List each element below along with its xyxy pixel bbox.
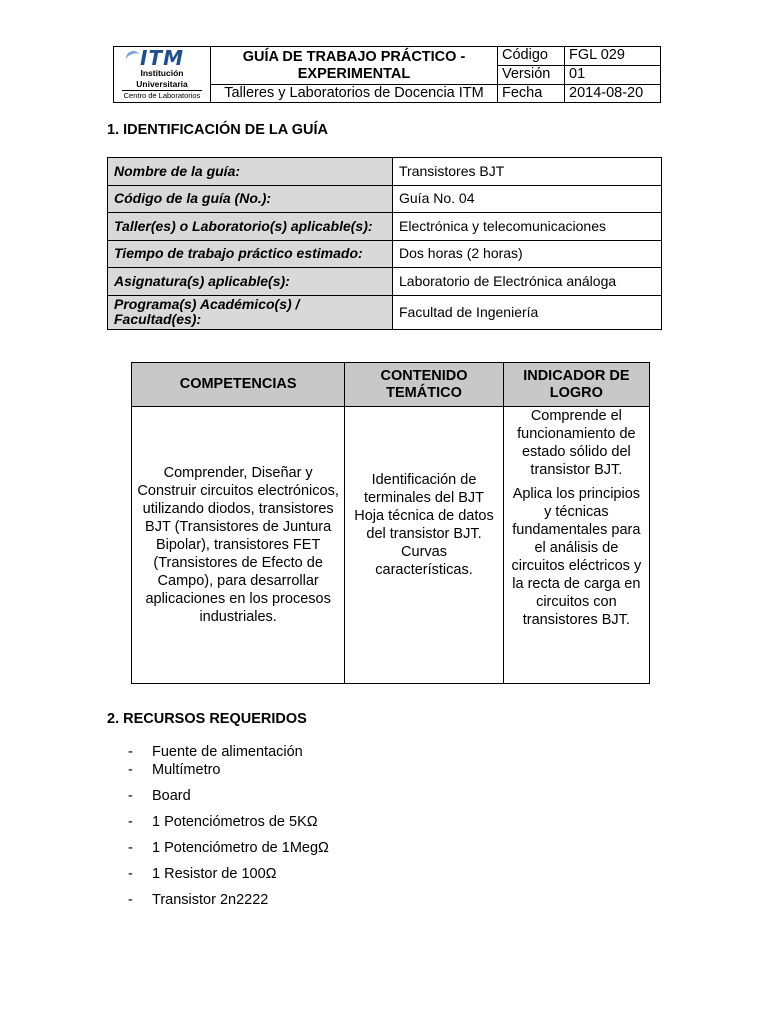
cell-contenido: Identificación de terminales del BJT Hoja técnica de datos del transistor BJT. Curvas características. (345, 407, 503, 684)
table-row (132, 407, 650, 684)
header-contenido: CONTENIDO TEMÁTICO (345, 363, 503, 407)
meta-value-version: 01 (565, 65, 661, 84)
table-row (108, 240, 662, 268)
cell-competencia: Comprender, Diseñar y Construir circuitos electrónicos, utilizando diodos, transistores BJT (Transistores de Juntura Bipolar), transistores FET (Transistores de Efecto de Campo), para desarrollar aplicaciones en los procesos industriales. (132, 407, 345, 684)
ident-value: Laboratorio de Electrónica análoga (393, 268, 662, 296)
list-item: - Transistor 2n2222 (128, 892, 269, 908)
meta-label-version: Versión (498, 65, 565, 84)
cell-indicador (503, 407, 649, 684)
indicador-1: Comprende el funcionamiento de estado sólido del transistor BJT. (517, 408, 636, 478)
ident-label: Tiempo de trabajo práctico estimado: (108, 240, 393, 268)
section-2-title: 2. RECURSOS REQUERIDOS (107, 711, 307, 727)
list-item: - 1 Potenciómetro de 1MegΩ (128, 840, 329, 856)
logo-institution: Institución Universitaria (136, 68, 188, 89)
ident-value: Dos horas (2 horas) (393, 240, 662, 268)
list-item: - Board (128, 788, 191, 804)
logo-centro: Centro de Laboratorios (123, 91, 201, 100)
ident-label: Programa(s) Académico(s) / Facultad(es): (108, 295, 393, 329)
table-row (108, 158, 662, 186)
document-subtitle: Talleres y Laboratorios de Docencia ITM (211, 84, 498, 102)
list-item: - Fuente de alimentación (128, 744, 303, 760)
ident-label: Taller(es) o Laboratorio(s) aplicable(s): (108, 213, 393, 241)
table-row (108, 268, 662, 296)
section-1-title: 1. IDENTIFICACIÓN DE LA GUÍA (107, 122, 328, 138)
competencias-table (131, 362, 650, 684)
ident-label: Nombre de la guía: (108, 158, 393, 186)
identification-table (107, 157, 662, 330)
logo-cell (114, 47, 211, 103)
list-item: - 1 Potenciómetros de 5KΩ (128, 814, 318, 830)
meta-label-fecha: Fecha (498, 84, 565, 102)
table-row (108, 295, 662, 329)
table-row (108, 213, 662, 241)
logo-mark: ITM (140, 48, 184, 68)
list-item: - Multímetro (128, 762, 221, 778)
ident-value: Transistores BJT (393, 158, 662, 186)
header-competencias: COMPETENCIAS (132, 363, 345, 407)
ident-label: Código de la guía (No.): (108, 185, 393, 213)
resources-list (128, 744, 329, 908)
table-row (108, 185, 662, 213)
meta-label-codigo: Código (498, 47, 565, 66)
document-title: GUÍA DE TRABAJO PRÁCTICO - EXPERIMENTAL (211, 47, 498, 85)
document-header (113, 46, 661, 103)
header-indicador: INDICADOR DE LOGRO (503, 363, 649, 407)
indicador-2: Aplica los principios y técnicas fundamentales para el análisis de circuitos eléctricos y la recta de carga en circuitos con transistores BJT. (511, 486, 642, 628)
list-item: - 1 Resistor de 100Ω (128, 866, 277, 882)
ident-value: Guía No. 04 (393, 185, 662, 213)
table-header-row (132, 363, 650, 407)
itm-logo (114, 47, 210, 102)
ident-label: Asignatura(s) aplicable(s): (108, 268, 393, 296)
meta-value-fecha: 2014-08-20 (565, 84, 661, 102)
meta-value-codigo: FGL 029 (565, 47, 661, 66)
ident-value: Facultad de Ingeniería (393, 295, 662, 329)
ident-value: Electrónica y telecomunicaciones (393, 213, 662, 241)
